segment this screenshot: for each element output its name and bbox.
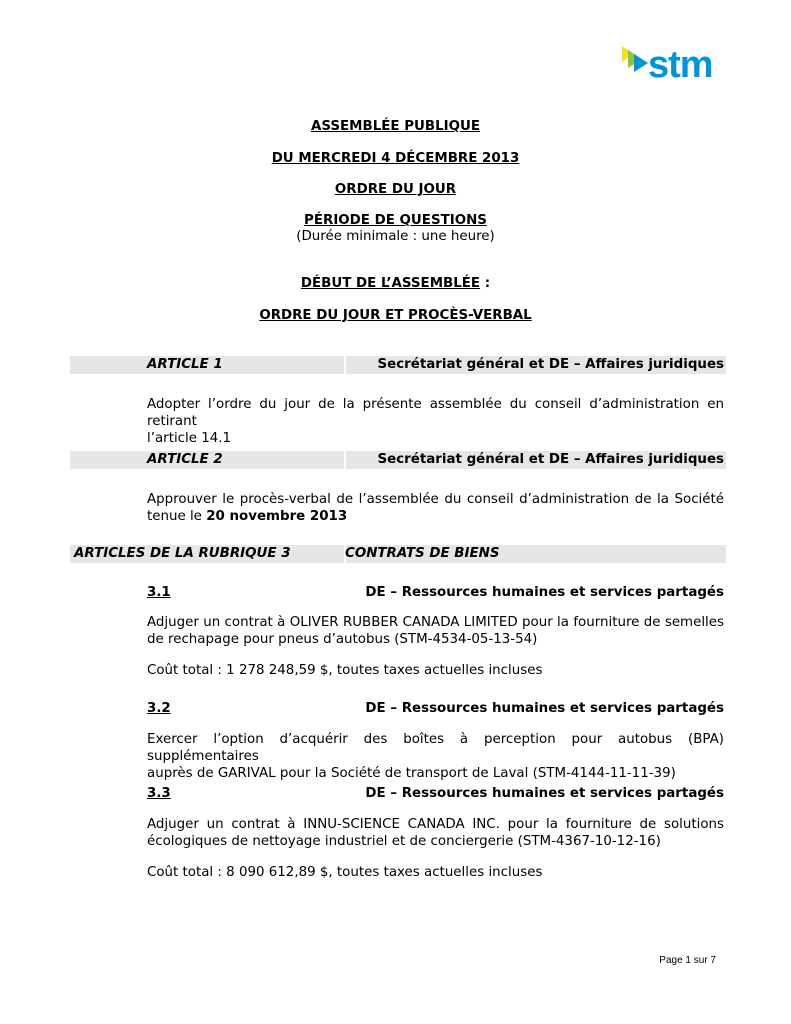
item-3-2-text (147, 731, 724, 782)
article1-label: ARTICLE 1 (147, 357, 223, 372)
rubrique3-label: ARTICLES DE LA RUBRIQUE 3 (74, 546, 291, 561)
rubrique3-title: CONTRATS DE BIENS (345, 546, 500, 561)
item-3-1-number: 3.1 (147, 585, 171, 600)
item-3-3-cost: Coût total : 8 090 612,89 $, toutes taxes actuelles incluses (147, 865, 543, 880)
article2-text-line2-prefix: tenue le (147, 509, 207, 524)
assembly-start-heading (0, 276, 791, 291)
article1-text-line1: Adopter l’ordre du jour de la présente assemblée du conseil d’administration en retirant (147, 397, 724, 429)
article2-label: ARTICLE 2 (147, 452, 223, 467)
item-3-3-dept: DE – Ressources humaines et services partagés (365, 786, 724, 801)
article2-text-line1: Approuver le procès-verbal de l’assemblée du conseil d’administration de la Société (147, 492, 724, 507)
question-period-duration: (Durée minimale : une heure) (296, 229, 495, 244)
stm-logo (620, 40, 720, 90)
item-3-2-number: 3.2 (147, 701, 171, 716)
item-3-1-line2: de rechapage pour pneus d’autobus (STM-4534-05-13-54) (147, 632, 538, 647)
item-3-3-line1: Adjuger un contrat à INNU-SCIENCE CANADA INC. pour la fourniture de solutions (147, 817, 724, 832)
item-3-1-cost: Coût total : 1 278 248,59 $, toutes taxes actuelles incluses (147, 663, 543, 678)
item-3-1-text (147, 614, 724, 648)
article1-text-line2: l’article 14.1 (147, 431, 232, 446)
question-period-title: PÉRIODE DE QUESTIONS (304, 213, 487, 228)
article1-dept: Secrétariat général et DE – Affaires juridiques (377, 357, 724, 372)
stm-logo-text: stm (648, 44, 713, 86)
page-number: Page 1 sur 7 (659, 955, 716, 966)
item-3-3-text (147, 816, 724, 850)
assembly-date: DU MERCREDI 4 DÉCEMBRE 2013 (271, 151, 520, 166)
item-3-2-dept: DE – Ressources humaines et services partagés (365, 701, 724, 716)
article1-text (147, 396, 724, 447)
assembly-start-suffix: : (480, 276, 491, 291)
assembly-start-label: DÉBUT DE L’ASSEMBLÉE (300, 276, 481, 291)
article2-text-line2 (147, 508, 724, 525)
item-3-1-line1: Adjuger un contrat à OLIVER RUBBER CANADA LIMITED pour la fourniture de semelles (147, 615, 724, 630)
item-3-3-number: 3.3 (147, 786, 171, 801)
article2-text (147, 491, 724, 525)
item-3-2-line1: Exercer l’option d’acquérir des boîtes à perception pour autobus (BPA) supplémentaires (147, 732, 724, 764)
item-3-2-line2: auprès de GARIVAL pour la Société de transport de Laval (STM-4144-11-11-39) (147, 766, 676, 781)
assembly-title: ASSEMBLÉE PUBLIQUE (310, 119, 481, 134)
article2-dept: Secrétariat général et DE – Affaires juridiques (377, 452, 724, 467)
agenda-title: ORDRE DU JOUR (334, 182, 457, 197)
article2-meeting-date: 20 novembre 2013 (206, 509, 348, 524)
agenda-minutes-heading: ORDRE DU JOUR ET PROCÈS-VERBAL (259, 308, 532, 323)
item-3-3-line2: écologiques de nettoyage industriel et de conciergerie (STM-4367-10-12-16) (147, 834, 661, 849)
item-3-1-dept: DE – Ressources humaines et services partagés (365, 585, 724, 600)
